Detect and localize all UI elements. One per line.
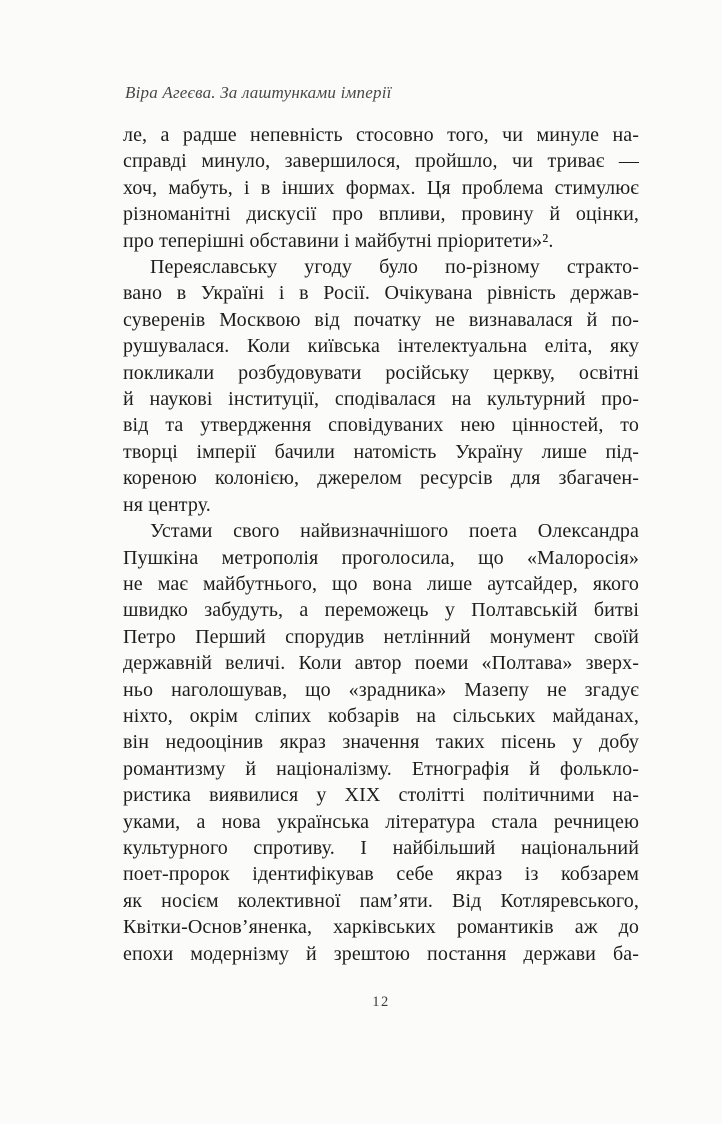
body-line: суверенів Москвою від початку не визнавалася й по- [123, 308, 639, 331]
body-line: хоч, мабуть, і в інших формах. Ця проблема стимулює [123, 176, 639, 199]
body-line: Пушкіна метрополія проголосила, що «Малоросія» [123, 546, 639, 569]
body-line: покликали розбудовувати російську церкву, освітні [123, 361, 639, 384]
body-line: він недооцінив якраз значення таких пісень у добу [123, 731, 639, 754]
running-header: Віра Агеєва. За лаштунками імперії [125, 83, 392, 102]
body-line: романтизму й націоналізму. Етнографія й фолькло- [123, 757, 639, 780]
body-line: Устами свого найвизначнішого поета Олександра [150, 520, 639, 543]
body-line: державній величі. Коли автор поеми «Полтава» зверх- [123, 652, 639, 675]
page-number: 12 [372, 994, 390, 1010]
body-line: швидко забудуть, а переможець у Полтавській битві [123, 599, 639, 622]
body-line: культурного спротиву. І найбільший національний [123, 836, 639, 859]
body-line: поет-пророк ідентифікував себе якраз із кобзарем [123, 863, 639, 886]
body-line: про теперішні обставини і майбутні пріоритети»². [123, 229, 554, 252]
body-line: Переяславську угоду було по-різному стракто- [150, 256, 639, 279]
body-line: Квітки-Основ’яненка, харківських романтиків аж до [123, 916, 639, 939]
body-line: не має майбутнього, що вона лише аутсайдер, якого [123, 572, 639, 595]
body-line: як носієм колективної пам’яти. Від Котляревського, [123, 889, 639, 912]
body-line: вано в Україні і в Росії. Очікувана рівність держав- [123, 282, 639, 305]
body-line: ня центру. [123, 493, 211, 516]
body-line: ніхто, окрім сліпих кобзарів на сільських майданах, [123, 704, 639, 727]
body-line: від та утвердження сповідуваних нею цінностей, то [123, 414, 639, 437]
body-line: епохи модернізму й зрештою постання держави ба- [123, 942, 639, 965]
body-line: ньо наголошував, що «зрадника» Мазепу не згадує [123, 678, 639, 701]
body-line: творці імперії бачили натомість Україну лише під- [123, 440, 639, 463]
body-line: різноманітні дискусії про впливи, провину й оцінки, [123, 203, 639, 226]
body-line: кореною колонією, джерелом ресурсів для збагачен- [123, 467, 639, 490]
body-line: й наукові інституції, сподівалася на культурний про- [123, 388, 639, 411]
body-line: Петро Перший спорудив нетлінний монумент своїй [123, 625, 639, 648]
body-line: ристика виявилися у XIX столітті політичними на- [123, 784, 639, 807]
body-line: справді минуло, завершилося, пройшло, чи триває — [123, 150, 639, 173]
body-line: рушувалася. Коли київська інтелектуальна еліта, яку [123, 335, 639, 358]
body-line: ле, а радше непевність стосовно того, чи минуле на- [123, 124, 639, 146]
body-line: уками, а нова українська література стала речницею [123, 810, 639, 833]
text-block [123, 122, 639, 967]
